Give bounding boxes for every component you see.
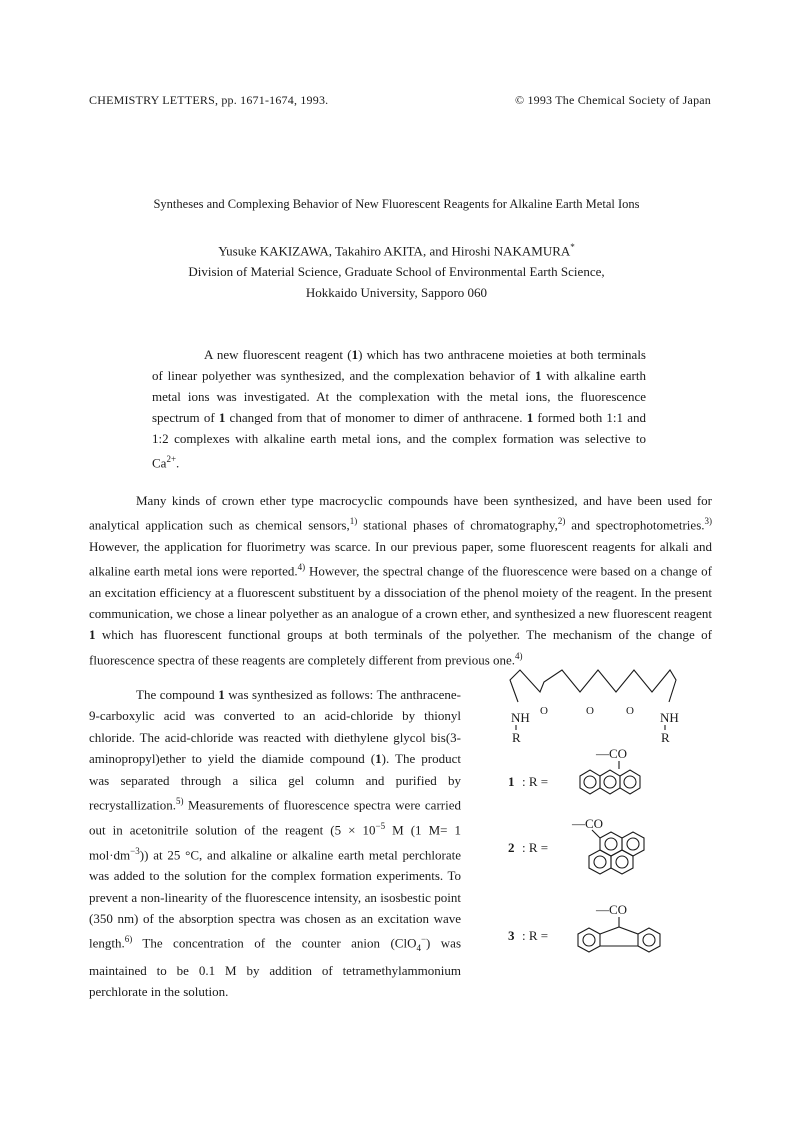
journal-citation: CHEMISTRY LETTERS, pp. 1671-1674, 1993. xyxy=(89,93,329,107)
polyether-chain xyxy=(510,670,676,702)
amide-nh-left: NH xyxy=(511,710,530,725)
compound-number-3: 3 xyxy=(508,928,515,943)
author-block xyxy=(0,237,793,303)
chemical-structure-scheme xyxy=(480,662,720,982)
compound-number-2: 2 xyxy=(508,840,515,855)
copyright-notice: © 1993 The Chemical Society of Japan xyxy=(514,93,711,107)
paper-title: Syntheses and Complexing Behavior of New Fluorescent Reagents for Alkaline Earth Metal Ions xyxy=(153,197,640,211)
carbonyl-label-1: —CO xyxy=(596,746,628,761)
body-paragraph-2: The compound 1 was synthesized as follows: The anthracene-9-carboxylic acid was converted to an acid-chloride by thionyl chloride. The acid-chloride was reacted with diethylene glycol bis(3-aminopropyl)ether to yield the diamide compound (1). The product was separated through a silica gel column and purified by recrystallization.$^{5)}$ Measurements of fluorescence spectra were carried out in acetonitrile solution of the reagent ($5 \times 10^{-5}$ M (1 M= 1 $mol\cdot dm^{-3}$)) at 25 °C, and alkaline or alkaline earth metal perchlorate was added to the solution for the complex formation experiments. To prevent a non-linearity of the fluorescence intensity, an isosbestic point (350 nm) of the absorption spectra was chosen as an excitation wave length.$^{6)}$ The concentration of the counter anion (ClO$_4$−) was maintained to be 0.1 M by addition of tetramethylammonium perchlorate in the solution. xyxy=(89,687,462,1000)
corresponding-mark: * xyxy=(570,242,575,252)
anthracene-icon xyxy=(580,770,640,794)
author-names: Yusuke KAKIZAWA, Takahiro AKITA, and Hiroshi NAKAMURA* xyxy=(218,242,575,259)
fluorene-icon xyxy=(578,927,660,952)
reference-mark: 6) xyxy=(124,934,133,945)
affiliation-line-2: Hokkaido University, Sapporo 060 xyxy=(305,285,488,301)
ether-oxygen-3: O xyxy=(626,705,634,717)
affiliation-line-1: Division of Material Science, Graduate School of Environmental Earth Science, xyxy=(188,264,605,280)
amide-nh-right: NH xyxy=(660,710,679,725)
reference-mark: 4) xyxy=(297,562,306,573)
substituent-r-left: R xyxy=(512,730,521,745)
reference-mark: 3) xyxy=(704,516,712,527)
carbonyl-label-3: —CO xyxy=(596,902,628,917)
r-equals-3: : R = xyxy=(522,928,549,943)
compound-number-1: 1 xyxy=(508,774,515,789)
ether-oxygen-2: O xyxy=(586,705,594,717)
ether-oxygen-1: O xyxy=(540,705,548,717)
substituent-r-right: R xyxy=(661,730,670,745)
abstract: A new fluorescent reagent (1) which has two anthracene moieties at both terminals of linear polyether was synthesized, and the complexation behavior of 1 with alkaline earth metal ions was investigated. At the complexation with the metal ions, the fluorescence spectrum of 1 changed from that of monomer to dimer of anthracene. 1 formed both 1:1 and 1:2 complexes with alkaline earth metal ions, and the complex formation was selective to $Ca^{2+}$. xyxy=(152,347,647,471)
reference-mark: 5) xyxy=(176,796,184,807)
body-paragraph-1: Many kinds of crown ether type macrocyclic compounds have been synthesized, and have been used for analytical application such as chemical sensors,$^{1)}$ stational phases of chromatography,$^{2)}$ and spectrophotometries.$^{3)}$ However, the application for fluorimetry was scarce. In our previous paper, some fluorescent reagents for alkali and alkaline earth metal ions were reported.$^{4)}$ However, the spectral change of the fluorescence were based on a change of an excitation efficiency at a fluorescent substituent by a dissociation of the phenol moiety of the reagent. In the present communication, we chose a linear polyether as an analogue of a crown ether, and synthesized a new fluorescent reagent 1 which has fluorescent functional groups at both terminals of the polyether. The mechanism of the change of fluorescence spectra of these reagents are completely different from previous one.$^{4)}$ xyxy=(89,493,712,668)
pyrene-icon xyxy=(589,832,644,874)
r-equals-1: : R = xyxy=(522,774,549,789)
reference-mark: 2) xyxy=(557,516,566,527)
reference-mark: 1) xyxy=(349,516,358,527)
reference-mark: 4) xyxy=(515,650,523,661)
r-equals-2: : R = xyxy=(522,840,549,855)
carbonyl-label-2: —CO xyxy=(572,816,604,831)
